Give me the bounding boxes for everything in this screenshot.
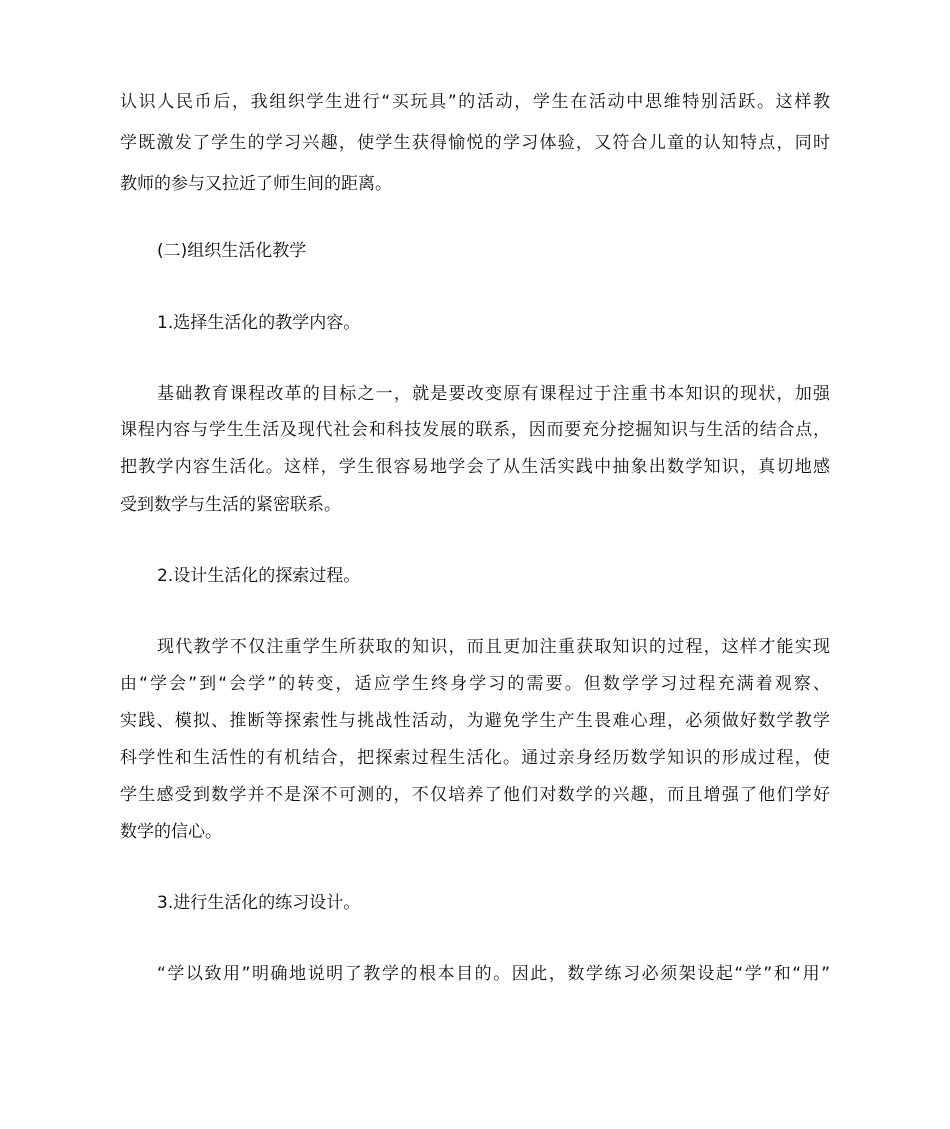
paragraph-2-line-2: 课程内容与学生生活及现代社会和科技发展的联系，因而要充分挖掘知识与生活的结合点， (120, 420, 830, 440)
paragraph-1-line-2: 学既激发了学生的学习兴趣，使学生获得愉悦的学习体验，又符合儿童的认知特点，同时 (120, 133, 830, 153)
paragraph-3-line-6: 数学的信心。 (120, 822, 222, 842)
paragraph-2-line-4: 受到数学与生活的紧密联系。 (120, 495, 341, 515)
paragraph-3-line-5: 学生感受到数学并不是深不可测的，不仅培养了他们对数学的兴趣，而且增强了他们学好 (120, 785, 830, 805)
subheading-1: 1.选择生活化的教学内容。 (157, 313, 361, 333)
subheading-2: 2.设计生活化的探索过程。 (157, 566, 361, 586)
subheading-3: 3.进行生活化的练习设计。 (157, 893, 361, 913)
paragraph-3-line-4: 科学性和生活性的有机结合，把探索过程生活化。通过亲身经历数学知识的形成过程，使 (120, 748, 830, 768)
paragraph-3-line-3: 实践、模拟、推断等探索性与挑战性活动，为避免学生产生畏难心理，必须做好数学教学 (120, 711, 830, 731)
paragraph-3-line-2: 由“学会”到“会学”的转变，适应学生终身学习的需要。但数学学习过程充满着观察、 (120, 674, 830, 694)
paragraph-2-line-1: 基础教育课程改革的目标之一，就是要改变原有课程过于注重书本知识的现状，加强 (157, 384, 830, 404)
section-heading-2: (二)组织生活化教学 (157, 241, 307, 261)
paragraph-1-line-1: 认识人民币后，我组织学生进行“买玩具”的活动，学生在活动中思维特别活跃。这样教 (120, 92, 830, 112)
paragraph-3-line-1: 现代教学不仅注重学生所获取的知识，而且更加注重获取知识的过程，这样才能实现 (157, 637, 830, 657)
paragraph-2-line-3: 把教学内容生活化。这样，学生很容易地学会了从生活实践中抽象出数学知识，真切地感 (120, 457, 830, 477)
paragraph-4-line-1: “学以致用”明确地说明了教学的根本目的。因此，数学练习必须架设起“学”和“用” (157, 964, 830, 984)
paragraph-1-line-3: 教师的参与又拉近了师生间的距离。 (120, 174, 392, 194)
